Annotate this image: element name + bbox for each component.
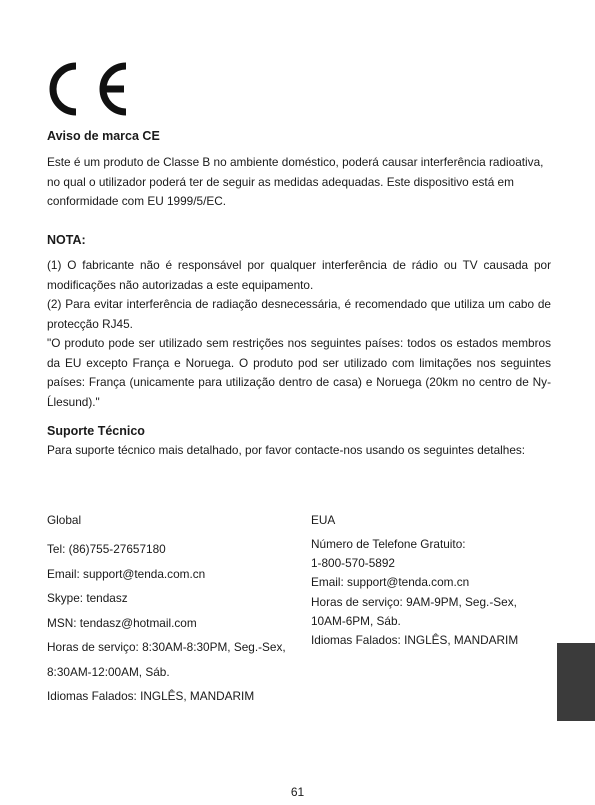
nota-paragraph: "O produto pode ser utilizado sem restrições nos seguintes países: todos os estados membros da EU excepto França e Noruega. O produto pod ser utilizado com limitações nos seguintes países: França (unicamente para utilização dentro de casa) e Noruega (20km no centro de Ny-Ĺlesund)." [47,336,551,409]
eua-hours-sat: 10AM-6PM, Sáb. [311,613,401,628]
eua-email: Email: support@tenda.com.cn [311,575,470,590]
eua-label: EUA [311,513,336,527]
eua-toll-free-label: Número de Telefone Gratuito: [311,537,466,551]
section-tab-marker [557,643,595,721]
eua-contact [311,513,518,650]
ce-notice-line: conformidade com EU 1999/5/EC. [47,194,227,208]
ce-notice-text [47,153,551,212]
eua-phone: 1-800-570-5892 [311,556,395,571]
ce-notice-line: Este é um produto de Classe B no ambiente doméstico, poderá causar interferência radioativa, [47,155,544,169]
global-hours: Horas de serviço: 8:30AM-8:30PM, Seg.-Sex, [47,640,286,654]
eua-hours: Horas de serviço: 9AM-9PM, Seg.-Sex, [311,594,517,609]
global-skype: Skype: tendasz [47,591,128,605]
ce-mark-logo [40,58,132,120]
ce-notice-line: no qual o utilizador poderá ter de seguir as medidas adequadas. Este dispositivo está em [47,174,514,189]
nota-paragraph: (2) Para evitar interferência de radiação desnecessária, é recomendado que utiliza um cabo de protecção RJ45. [47,297,551,331]
global-hours-sat: 8:30AM-12:00AM, Sáb. [47,664,170,679]
global-contact [47,513,286,709]
nota-paragraph: (1) O fabricante não é responsável por qualquer interferência de rádio ou TV causada por modificações não autorizadas a este equipamento. [47,258,551,292]
global-email: Email: support@tenda.com.cn [47,566,206,581]
eua-languages: Idiomas Falados: INGLÊS, MANDARIM [311,633,519,648]
support-intro: Para suporte técnico mais detalhado, por favor contacte-nos usando os seguintes detalhes: [47,443,526,457]
global-tel: Tel: (86)755-27657180 [47,542,166,556]
global-label: Global [47,513,82,527]
nota-heading: NOTA: [47,233,86,247]
ce-notice-heading: Aviso de marca CE [47,129,160,143]
support-heading: Suporte Técnico [47,424,145,438]
global-msn: MSN: tendasz@hotmail.com [47,615,197,630]
page-number: 61 [290,785,305,799]
nota-text [47,256,551,412]
global-languages: Idiomas Falados: INGLÊS, MANDARIM [47,689,255,703]
